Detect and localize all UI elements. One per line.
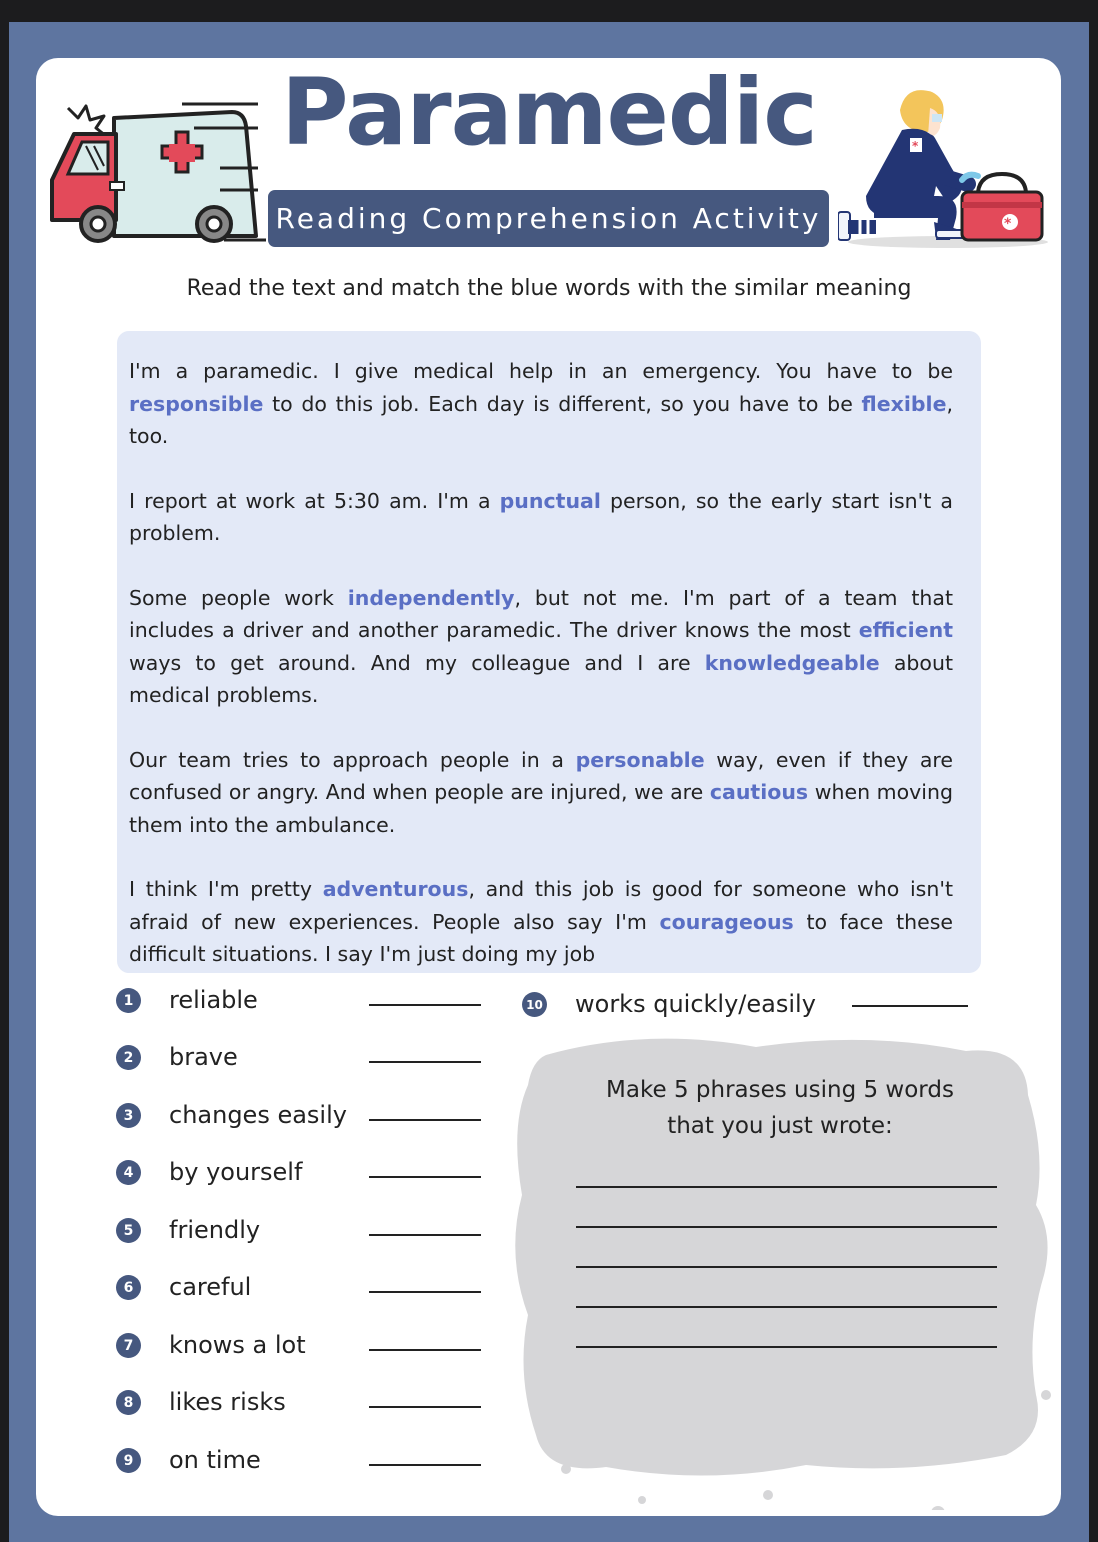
instruction-text: Read the text and match the blue words with the similar meaning bbox=[186, 276, 912, 301]
answer-blank[interactable] bbox=[369, 1119, 481, 1121]
keyword: efficient bbox=[858, 618, 953, 642]
item-word: reliable bbox=[169, 986, 258, 1014]
item-number: 3 bbox=[116, 1103, 141, 1128]
answer-blank[interactable] bbox=[369, 1176, 481, 1178]
passage-text: I report at work at 5:30 am. I'm a bbox=[129, 488, 500, 513]
svg-text:*: * bbox=[912, 139, 919, 153]
item-number: 4 bbox=[116, 1160, 141, 1185]
keyword: personable bbox=[575, 747, 705, 772]
item-word: knows a lot bbox=[169, 1331, 306, 1359]
passage-text: , and this job is good for someone who isn't afraid of new experiences. People also say I'm bbox=[129, 877, 953, 934]
passage-text: Some people work bbox=[129, 585, 348, 610]
phrase-line[interactable] bbox=[576, 1186, 997, 1188]
passage-text: person, so the early start isn't a problem. bbox=[129, 488, 953, 545]
item-number: 8 bbox=[116, 1390, 141, 1415]
passage-text: , but not me. I'm part of a team that includes a driver and another paramedic. The driver knows the most bbox=[129, 585, 953, 642]
passage-text: to do this job. Each day is different, so you have to be bbox=[263, 391, 862, 416]
page-title: Paramedic bbox=[281, 59, 817, 166]
item-word: on time bbox=[169, 1446, 261, 1474]
passage-text: to face these difficult situations. I say I'm just doing my job bbox=[129, 909, 954, 966]
item-number: 7 bbox=[116, 1333, 141, 1358]
keyword: cautious bbox=[709, 780, 809, 804]
answer-blank[interactable] bbox=[369, 1061, 481, 1063]
reading-passage bbox=[117, 331, 981, 973]
passage-paragraph bbox=[129, 582, 953, 712]
passage-text: I'm a paramedic. I give medical help in an emergency. You have to be bbox=[129, 359, 953, 383]
subtitle-banner bbox=[268, 190, 829, 247]
passage-text: Our team tries to approach people in a bbox=[129, 747, 576, 772]
passage-paragraph bbox=[129, 873, 953, 971]
subtitle-text: Reading Comprehension Activity bbox=[275, 202, 822, 235]
item-number: 2 bbox=[116, 1045, 141, 1070]
phrases-prompt-line: that you just wrote: bbox=[667, 1113, 893, 1139]
phrase-line[interactable] bbox=[576, 1266, 997, 1268]
passage-paragraph bbox=[129, 355, 953, 453]
keyword: knowledgeable bbox=[704, 650, 880, 675]
keyword: adventurous bbox=[322, 877, 469, 901]
item-word: changes easily bbox=[169, 1101, 347, 1129]
answer-blank[interactable] bbox=[369, 1406, 481, 1408]
passage-paragraph bbox=[129, 485, 953, 550]
passage-text: , too. bbox=[129, 391, 953, 448]
keyword: responsible bbox=[129, 391, 264, 416]
passage-text: I think I'm pretty bbox=[129, 877, 323, 901]
phrase-line[interactable] bbox=[576, 1346, 997, 1348]
item-word: works quickly/easily bbox=[575, 990, 816, 1018]
answer-blank[interactable] bbox=[369, 1349, 481, 1351]
item-word: brave bbox=[169, 1043, 238, 1071]
item-number: 5 bbox=[116, 1218, 141, 1243]
phrase-line[interactable] bbox=[576, 1306, 997, 1308]
passage-text: way, even if they are confused or angry. And when people are injured, we are bbox=[129, 747, 954, 804]
answer-blank[interactable] bbox=[369, 1234, 481, 1236]
passage-paragraph bbox=[129, 744, 953, 842]
item-number: 6 bbox=[116, 1275, 141, 1300]
item-word: friendly bbox=[169, 1216, 261, 1244]
phrase-line[interactable] bbox=[576, 1226, 997, 1228]
answer-blank[interactable] bbox=[369, 1004, 481, 1006]
phrases-prompt bbox=[560, 1072, 1000, 1144]
answer-blank[interactable] bbox=[369, 1291, 481, 1293]
keyword: punctual bbox=[499, 488, 601, 513]
item-number: 1 bbox=[116, 988, 141, 1013]
passage-text: about medical problems. bbox=[129, 650, 953, 707]
keyword: independently bbox=[347, 585, 515, 610]
keyword: courageous bbox=[659, 909, 794, 934]
item-number: 10 bbox=[522, 992, 547, 1017]
answer-blank[interactable] bbox=[852, 1005, 968, 1007]
svg-text:*: * bbox=[1004, 216, 1012, 232]
item-word: by yourself bbox=[169, 1158, 303, 1186]
medical-bag-icon bbox=[958, 172, 1046, 244]
passage-text: when moving them into the ambulance. bbox=[129, 780, 953, 837]
passage-text: ways to get around. And my colleague and I are bbox=[129, 650, 705, 675]
answer-blank[interactable] bbox=[369, 1464, 481, 1466]
item-word: likes risks bbox=[169, 1388, 286, 1416]
item-number: 9 bbox=[116, 1448, 141, 1473]
phrases-prompt-line: Make 5 phrases using 5 words bbox=[606, 1077, 954, 1103]
keyword: flexible bbox=[861, 391, 947, 416]
item-word: careful bbox=[169, 1273, 252, 1301]
